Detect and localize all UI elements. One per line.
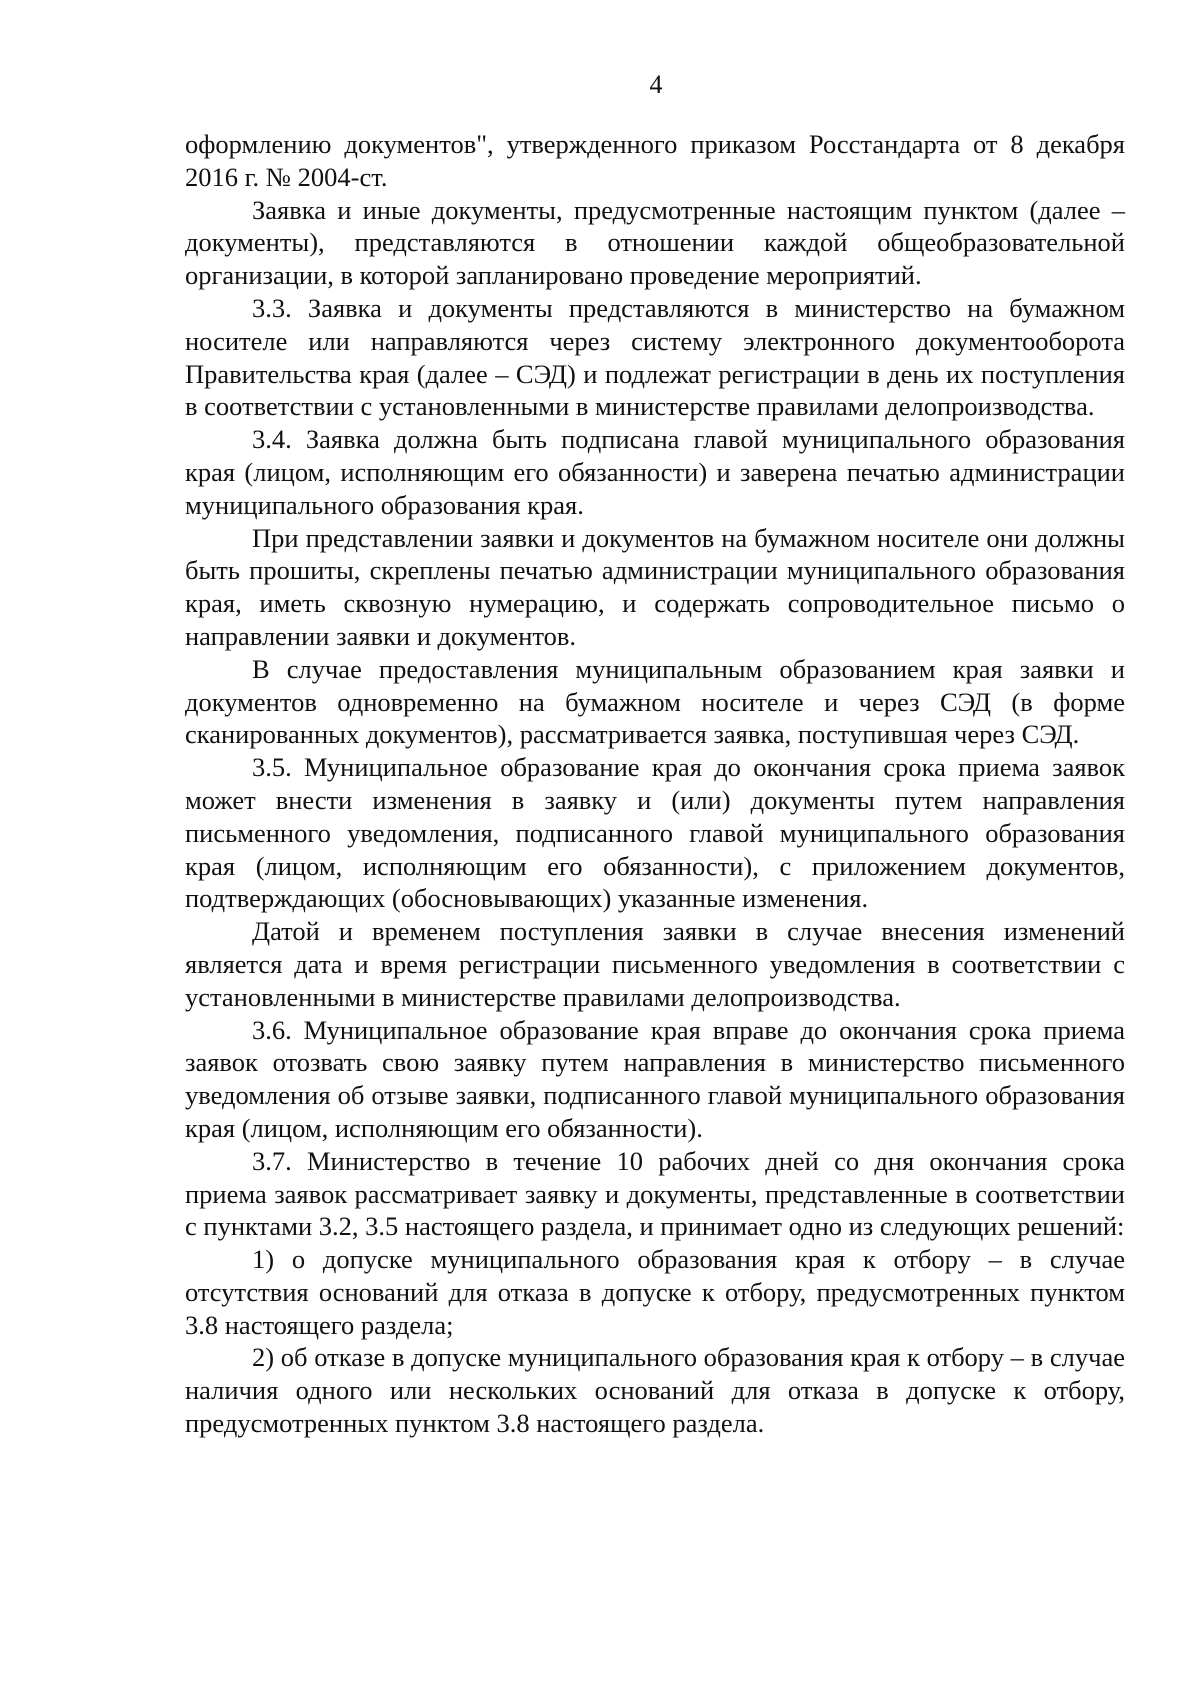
paragraph-continuation: оформлению документов", утвержденного приказом Росстандарта от 8 декабря 2016 г. № 2004-ст. [185, 129, 1125, 192]
paragraph-3-4: 3.4. Заявка должна быть подписана главой муниципального образования края (лицом, исполняющим его обязанности) и заверена печатью администрации муниципального образования края. [185, 424, 1125, 520]
paragraph-documents-definition: Заявка и иные документы, предусмотренные настоящим пунктом (далее – документы), представляются в отношении каждой общеобразовательной организации, в которой запланировано проведение мероприятий. [185, 194, 1125, 291]
paragraph-3-7: 3.7. Министерство в течение 10 рабочих дней со дня окончания срока приема заявок рассматривает заявку и документы, представленные в соответствии с пунктами 3.2, 3.5 настоящего раздела, и принимает одно из следующих решений: [185, 1145, 1125, 1242]
document-body [185, 128, 1125, 1440]
paragraph-simultaneous-submission: В случае предоставления муниципальным образованием края заявки и документов одновременно на бумажном носителе и через СЭД (в форме сканированных документов), рассматривается заявка, поступившая через СЭД. [185, 653, 1125, 750]
paragraph-3-6: 3.6. Муниципальное образование края вправе до окончания срока приема заявок отозвать свою заявку путем направления в министерство письменного уведомления об отзыве заявки, подписанного главой муниципального образования края (лицом, исполняющим его обязанности). [185, 1014, 1125, 1143]
paragraph-receipt-date: Датой и временем поступления заявки в случае внесения изменений является дата и время регистрации письменного уведомления в соответствии с установленными в министерстве правилами делопроизводства. [185, 916, 1125, 1012]
page-number: 4 [649, 70, 663, 99]
paragraph-paper-submission: При представлении заявки и документов на бумажном носителе они должны быть прошиты, скреплены печатью администрации муниципального образования края, иметь сквозную нумерацию, и содержать сопроводительное письмо о направлении заявки и документов. [185, 522, 1125, 651]
paragraph-decision-2: 2) об отказе в допуске муниципального образования края к отбору – в случае наличия одного или нескольких оснований для отказа в допуске к отбору, предусмотренных пунктом 3.8 настоящего раздела. [185, 1342, 1125, 1439]
paragraph-decision-1: 1) о допуске муниципального образования края к отбору – в случае отсутствия оснований для отказа в допуске к отбору, предусмотренных пунктом 3.8 настоящего раздела; [185, 1244, 1125, 1340]
paragraph-3-3: 3.3. Заявка и документы представляются в министерство на бумажном носителе или направляются через систему электронного документооборота Правительства края (далее – СЭД) и подлежат регистрации в день их поступления в соответствии с установленными в министерстве правилами делопроизводства. [185, 292, 1125, 422]
paragraph-3-5: 3.5. Муниципальное образование края до окончания срока приема заявок может внести изменения в заявку и (или) документы путем направления письменного уведомления, подписанного главой муниципального образования края (лицом, исполняющим его обязанности), с приложением документов, подтверждающих (обосновывающих) указанные изменения. [185, 752, 1125, 914]
